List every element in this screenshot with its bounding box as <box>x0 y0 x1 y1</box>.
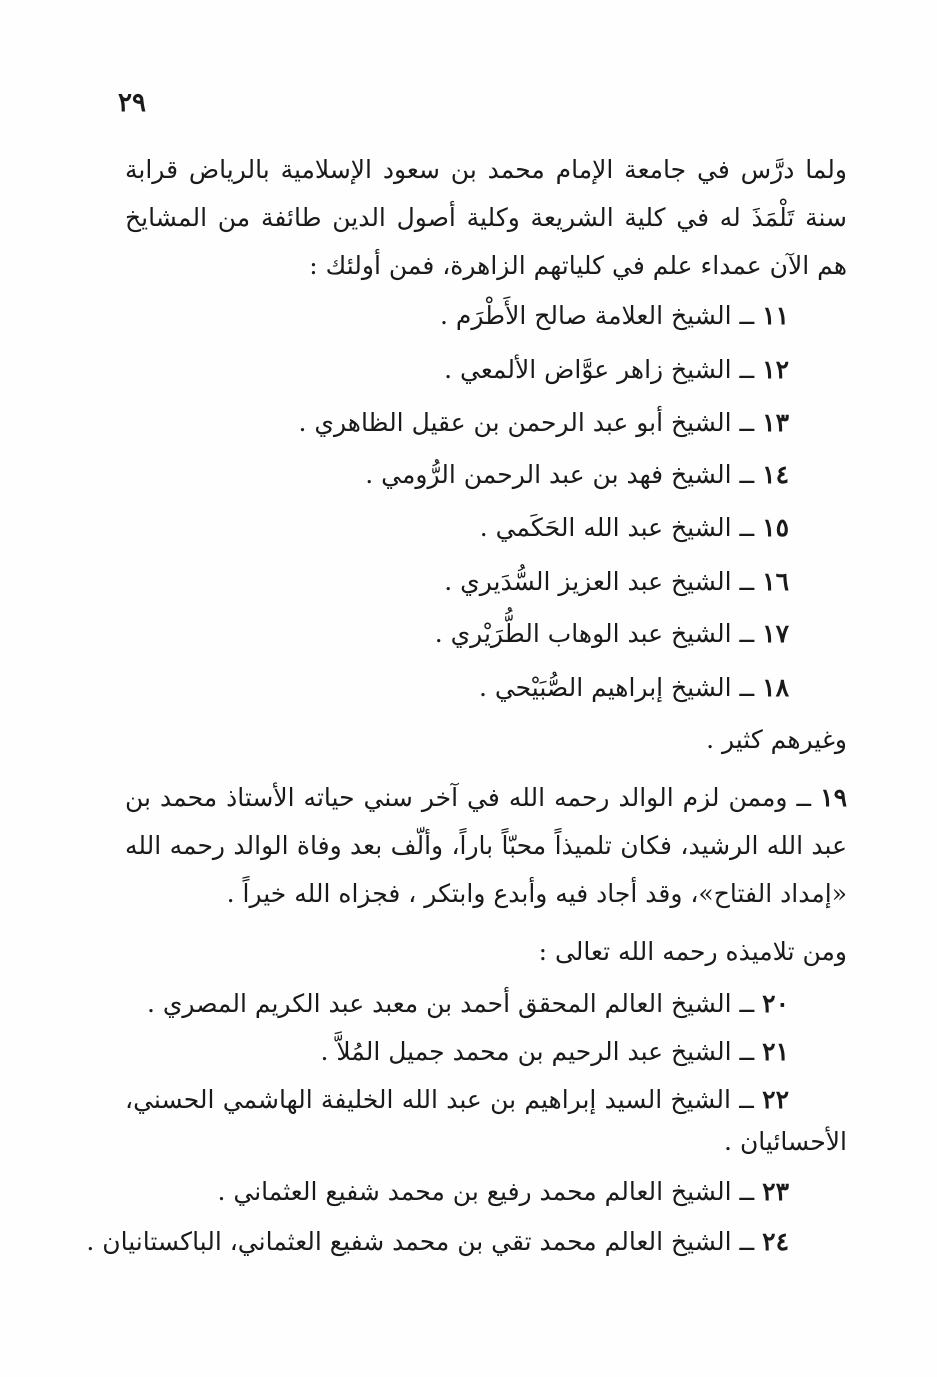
paragraph-line: سنة تَلْمَذَ له في كلية الشريعة وكلية أصول الدين طائفة من المشايخ <box>125 203 847 232</box>
list-item <box>440 296 789 336</box>
list-item-text: ــ الشيخ فهد بن عبد الرحمن الرُّومي . <box>365 460 755 489</box>
list-item-number: ٢٣ <box>762 1177 789 1206</box>
list-item-text: ــ الشيخ عبد الرحيم بن محمد جميل المُلاَّ . <box>320 1037 755 1066</box>
paragraph-line <box>125 778 847 818</box>
list-item-number: ١١ <box>762 301 789 330</box>
list-item <box>86 1222 789 1262</box>
list-item-text: ــ الشيخ العالم محمد رفيع بن محمد شفيع العثماني . <box>217 1177 755 1206</box>
list-item-text: ــ الشيخ عبد الوهاب الطُّرَيْري . <box>434 619 755 648</box>
list-item <box>365 455 789 495</box>
paragraph-line: هم الآن عمداء علم في كلياتهم الزاهرة، فمن أولئك : <box>309 251 847 280</box>
page-number: ٢٩ <box>118 88 146 118</box>
list-item-number: ١٤ <box>762 460 789 489</box>
list-item-number: ١٨ <box>762 673 789 702</box>
list-item-text: ــ الشيخ إبراهيم الصُّبَيْحي . <box>478 673 755 702</box>
list-item-number: ١٣ <box>762 408 789 437</box>
list-item <box>444 562 789 602</box>
list-item-text: ــ الشيخ العالم محمد تقي بن محمد شفيع العثماني، الباكستانيان . <box>86 1227 755 1256</box>
list-item <box>479 668 789 708</box>
list-item-text: ــ الشيخ عبد الله الحَكَمي . <box>479 513 755 542</box>
list-item-number: ١٧ <box>762 619 789 648</box>
list-item-number: ٢٤ <box>762 1227 789 1256</box>
list-item <box>444 350 789 390</box>
list-item-text: ــ الشيخ زاهر عوَّاض الألمعي . <box>444 355 755 384</box>
list-item <box>217 1172 789 1212</box>
paragraph-line: عبد الله الرشيد، فكان تلميذاً محبّاً باراً، وألّف بعد وفاة الوالد رحمه الله <box>125 831 847 860</box>
list-item-number: ١٥ <box>762 513 789 542</box>
list-item-text: ــ الشيخ العالم المحقق أحمد بن معبد عبد الكريم المصري . <box>146 989 755 1018</box>
list-item <box>435 614 789 654</box>
list-item-text: ــ الشيخ عبد العزيز السُّدَيري . <box>444 567 755 596</box>
list-item <box>480 508 789 548</box>
others-line: وغيرهم كثير . <box>706 725 847 754</box>
list-item <box>147 984 789 1024</box>
paragraph-text: ــ وممن لزم الوالد رحمه الله في آخر سني حياته الأستاذ محمد بن <box>125 783 812 812</box>
list-item-number: ٢٢ <box>762 1085 789 1114</box>
list-item-text: ــ الشيخ السيد إبراهيم بن عبد الله الخليفة الهاشمي الحسني، <box>125 1085 754 1114</box>
students-intro: ومن تلاميذه رحمه الله تعالى : <box>538 937 847 966</box>
paragraph-line: ولما درَّس في جامعة الإمام محمد بن سعود الإسلامية بالرياض قرابة <box>125 155 847 184</box>
paragraph-line: «إمداد الفتاح»، وقد أجاد فيه وأبدع وابتكر ، فجزاه الله خيراً . <box>226 879 847 908</box>
list-item-number: ١٦ <box>762 567 789 596</box>
list-item-number: ٢١ <box>762 1037 789 1066</box>
list-item <box>299 403 790 443</box>
list-item-number: ١٢ <box>762 355 789 384</box>
list-item-text: ــ الشيخ أبو عبد الرحمن بن عقيل الظاهري . <box>298 408 755 437</box>
list-item-text: ــ الشيخ العلامة صالح الأَطْرَم . <box>440 301 755 330</box>
list-item <box>320 1032 789 1072</box>
list-item-number: ٢٠ <box>762 989 789 1018</box>
list-item <box>125 1080 789 1120</box>
list-item-continuation: الأحسائيان . <box>724 1127 847 1156</box>
paragraph-number: ١٩ <box>820 783 847 812</box>
